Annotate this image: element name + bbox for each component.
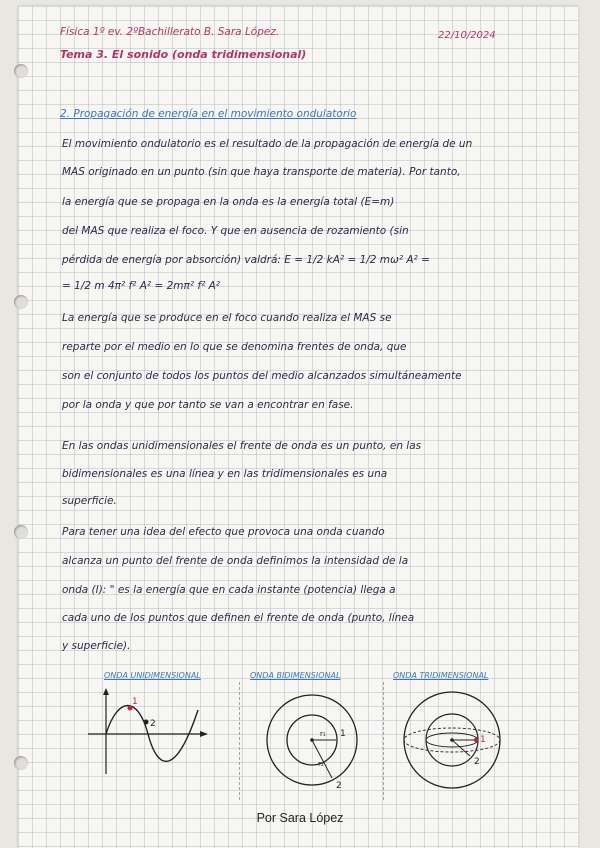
header-subject: Física 1º ev. 2ºBachillerato B. Sara López. bbox=[60, 26, 280, 38]
point-label-2: 2 bbox=[474, 757, 480, 767]
binder-hole bbox=[14, 64, 28, 78]
point-label-1: 1 bbox=[132, 697, 138, 707]
binder-hole bbox=[14, 525, 28, 539]
radius-label-r2: r₂ bbox=[318, 760, 324, 768]
text-line: bidimensionales es una línea y en las tridimensionales es una bbox=[62, 468, 388, 480]
text-line: reparte por el medio en lo que se denomina frentes de onda, que bbox=[62, 341, 407, 353]
label-onda-unidimensional: ONDA UNIDIMENSIONAL bbox=[104, 671, 201, 680]
text-line: Para tener una idea del efecto que provoca una onda cuando bbox=[62, 526, 385, 538]
binder-hole bbox=[14, 756, 28, 770]
label-onda-tridimensional: ONDA TRIDIMENSIONAL bbox=[393, 671, 489, 680]
label-onda-bidimensional: ONDA BIDIMENSIONAL bbox=[250, 671, 341, 680]
divider bbox=[239, 682, 240, 800]
text-line: pérdida de energía por absorción) valdrá: E = 1/2 kA² = 1/2 mω² A² = bbox=[62, 254, 430, 266]
unidimensional-wave-diagram bbox=[86, 684, 236, 794]
text-line: El movimiento ondulatorio es el resultado de la propagación de energía de un bbox=[62, 138, 473, 150]
text-line: por la onda y que por tanto se van a encontrar en fase. bbox=[62, 399, 354, 411]
text-line: La energía que se produce en el foco cuando realiza el MAS se bbox=[62, 312, 392, 324]
text-line: y superficie). bbox=[62, 640, 131, 652]
author-footer: Por Sara López bbox=[256, 811, 344, 825]
tridimensional-wave-diagram bbox=[390, 690, 520, 800]
text-line: cada uno de los puntos que definen el frente de onda (punto, línea bbox=[62, 612, 415, 624]
text-line: superficie. bbox=[62, 495, 117, 507]
section-title: 2. Propagación de energía en el movimiento ondulatorio bbox=[60, 108, 357, 120]
topic-title: Tema 3. El sonido (onda tridimensional) bbox=[60, 48, 307, 61]
text-line: onda (I): " es la energía que en cada instante (potencia) llega a bbox=[62, 584, 396, 596]
formula-line: = 1/2 m 4π² f² A² = 2mπ² f² A² bbox=[62, 280, 221, 292]
radius-label-r1: r₁ bbox=[320, 730, 326, 738]
header-date: 22/10/2024 bbox=[438, 30, 496, 41]
bidimensional-wave-diagram bbox=[254, 690, 374, 800]
text-line: En las ondas unidimensionales el frente de onda es un punto, en las bbox=[62, 440, 422, 452]
text-line: la energía que se propaga en la onda es la energía total (E=m) bbox=[62, 196, 395, 208]
text-line: son el conjunto de todos los puntos del medio alcanzados simultáneamente bbox=[62, 370, 462, 382]
point-label-1: 1 bbox=[480, 735, 486, 745]
divider bbox=[383, 682, 384, 800]
point-label-1: 1 bbox=[340, 729, 346, 739]
text-line: alcanza un punto del frente de onda definimos la intensidad de la bbox=[62, 555, 409, 567]
point-label-2: 2 bbox=[336, 781, 342, 791]
text-line: del MAS que realiza el foco. Y que en ausencia de rozamiento (sin bbox=[62, 225, 409, 237]
point-label-2: 2 bbox=[150, 719, 156, 729]
text-line: MAS originado en un punto (sin que haya transporte de materia). Por tanto, bbox=[62, 166, 461, 178]
binder-hole bbox=[14, 295, 28, 309]
